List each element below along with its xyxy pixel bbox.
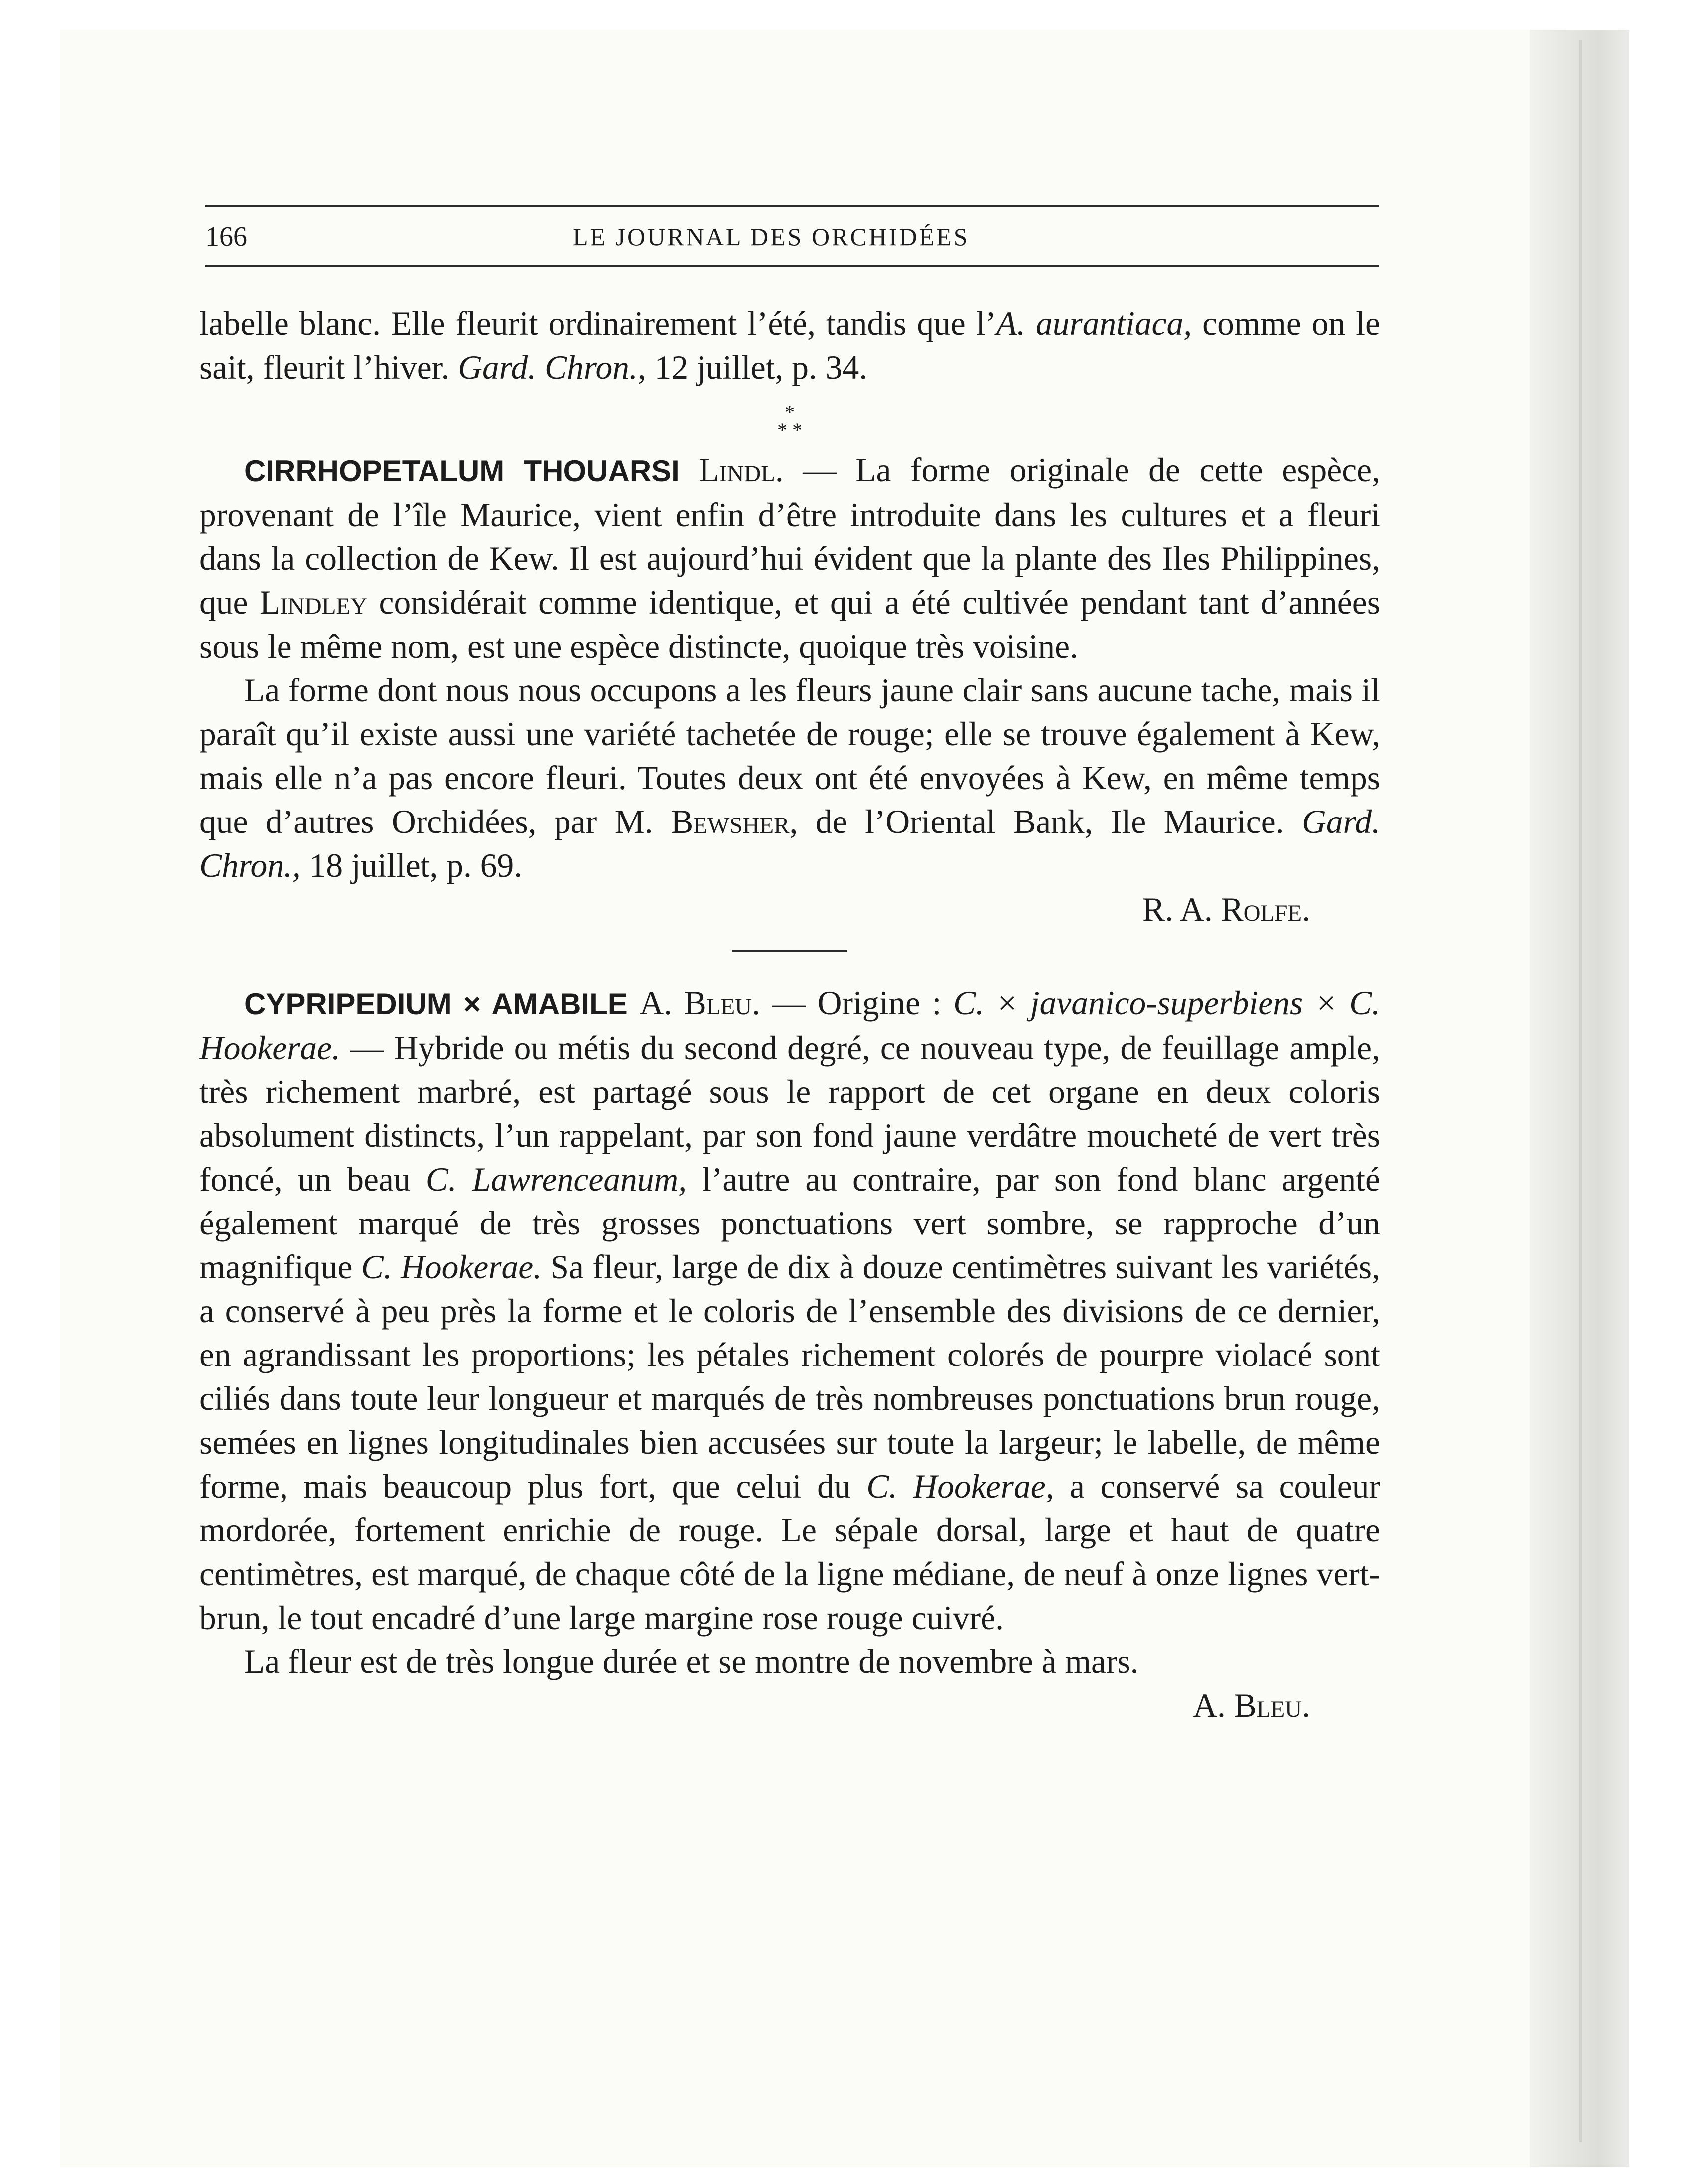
species-name: C. Lawrenceanum,	[425, 1161, 687, 1198]
cypripedium-paragraph-2: La fleur est de très longue durée et se montre de novembre à mars.	[244, 1643, 1139, 1680]
cirrhopetalum-paragraph-2: La forme dont nous nous occupons a les fleurs jaune clair sans aucune tache, mais il paraît qu’il existe aussi une variété tachetée de rouge; elle se trouve également à Kew, mais elle n’a pas encore fleuri. Toutes deux ont été envoyées à Kew, en même temps que d’autres Orchidées, par M. Bewsher, de l’Oriental Bank, Ile Maurice. Gard. Chron., 18 juillet, p. 69.	[199, 672, 1380, 884]
article-body	[199, 302, 1380, 1728]
species-name: C. Hookerae.	[361, 1248, 542, 1286]
entry-heading: CIRRHOPETALUM THOUARSI	[244, 454, 680, 488]
page-edge	[1579, 40, 1582, 2142]
person-name: Bewsher	[671, 803, 790, 840]
header-top-rule	[205, 205, 1379, 207]
cypripedium-paragraph: CYPRIPEDIUM × AMABILE A. Bleu. — Origine : C. × javanico-superbiens × C. Hookerae. — Hybride ou métis du second degré, ce nouveau type, de feuillage ample, très richement marbré, est partagé sous le rapport de cet organe en deux coloris absolument distincts, l’un rappelant, par son fond jaune verdâtre moucheté de vert très foncé, un beau C. Lawrenceanum, l’autre au contraire, par son fond blanc argenté également marqué de très grosses ponctuations vert sombre, se rapproche d’un magnifique C. Hookerae. Sa fleur, large de dix à douze centimètres suivant les variétés, a conservé à peu près la forme et le coloris de l’ensemble des divisions de ce dernier, en agrandissant les proportions; les pétales richement colorés de pourpre violacé sont ciliés dans toute leur longueur et marqués de très nombreuses ponctuations brun rouge, semées en lignes longitudinales bien accusées sur toute la largeur; le labelle, de même forme, mais beaucoup plus fort, que celui du C. Hookerae, a conservé sa couleur mordorée, fortement enrichie de rouge. Le sépale dorsal, large et haut de quatre centimètres, est marqué, de chaque côté de la ligne médiane, de neuf à onze lignes vert-brun, le tout encadré d’une large margine rose rouge cuivré.	[199, 984, 1380, 1637]
page-number: 166	[205, 221, 247, 252]
entry-author: Lindl.	[699, 451, 784, 489]
running-head: LE JOURNAL DES ORCHIDÉES	[573, 223, 970, 251]
person-name: Lindley	[259, 584, 368, 621]
parentage: C. × javanico-superbiens × C. Hookerae.	[199, 984, 1380, 1067]
entry-heading: CYPRIPEDIUM × AMABILE	[244, 987, 628, 1021]
source-citation: Gard. Chron.	[458, 349, 638, 386]
entry-author: A. Bleu.	[639, 984, 760, 1022]
signature-rolfe: R. A. Rolfe.	[1142, 891, 1310, 928]
species-name: C. Hookerae,	[866, 1468, 1054, 1505]
asterism-separator: * * *	[777, 401, 802, 441]
signature-bleu: A. Bleu.	[1193, 1687, 1310, 1724]
header-bottom-rule	[205, 265, 1379, 267]
cirrhopetalum-paragraph: CIRRHOPETALUM THOUARSI Lindl. — La forme originale de cette espèce, provenant de l’île Maurice, vient enfin d’être introduite dans les cultures et a fleuri dans la collection de Kew. Il est aujourd’hui évident que la plante des Iles Philippines, que Lindley considérait comme identique, et qui a été cultivée pendant tant d’années sous le même nom, est une espèce distincte, quoique très voisine.	[199, 451, 1381, 665]
species-name: A. aurantiaca,	[996, 305, 1192, 342]
source-citation: Gard. Chron.,	[199, 803, 1380, 884]
section-divider	[732, 950, 847, 952]
paragraph-continuation: labelle blanc. Elle fleurit ordinairement l’été, tandis que l’A. aurantiaca, comme on le sait, fleurit l’hiver. Gard. Chron., 12 juillet, p. 34.	[199, 305, 1381, 386]
